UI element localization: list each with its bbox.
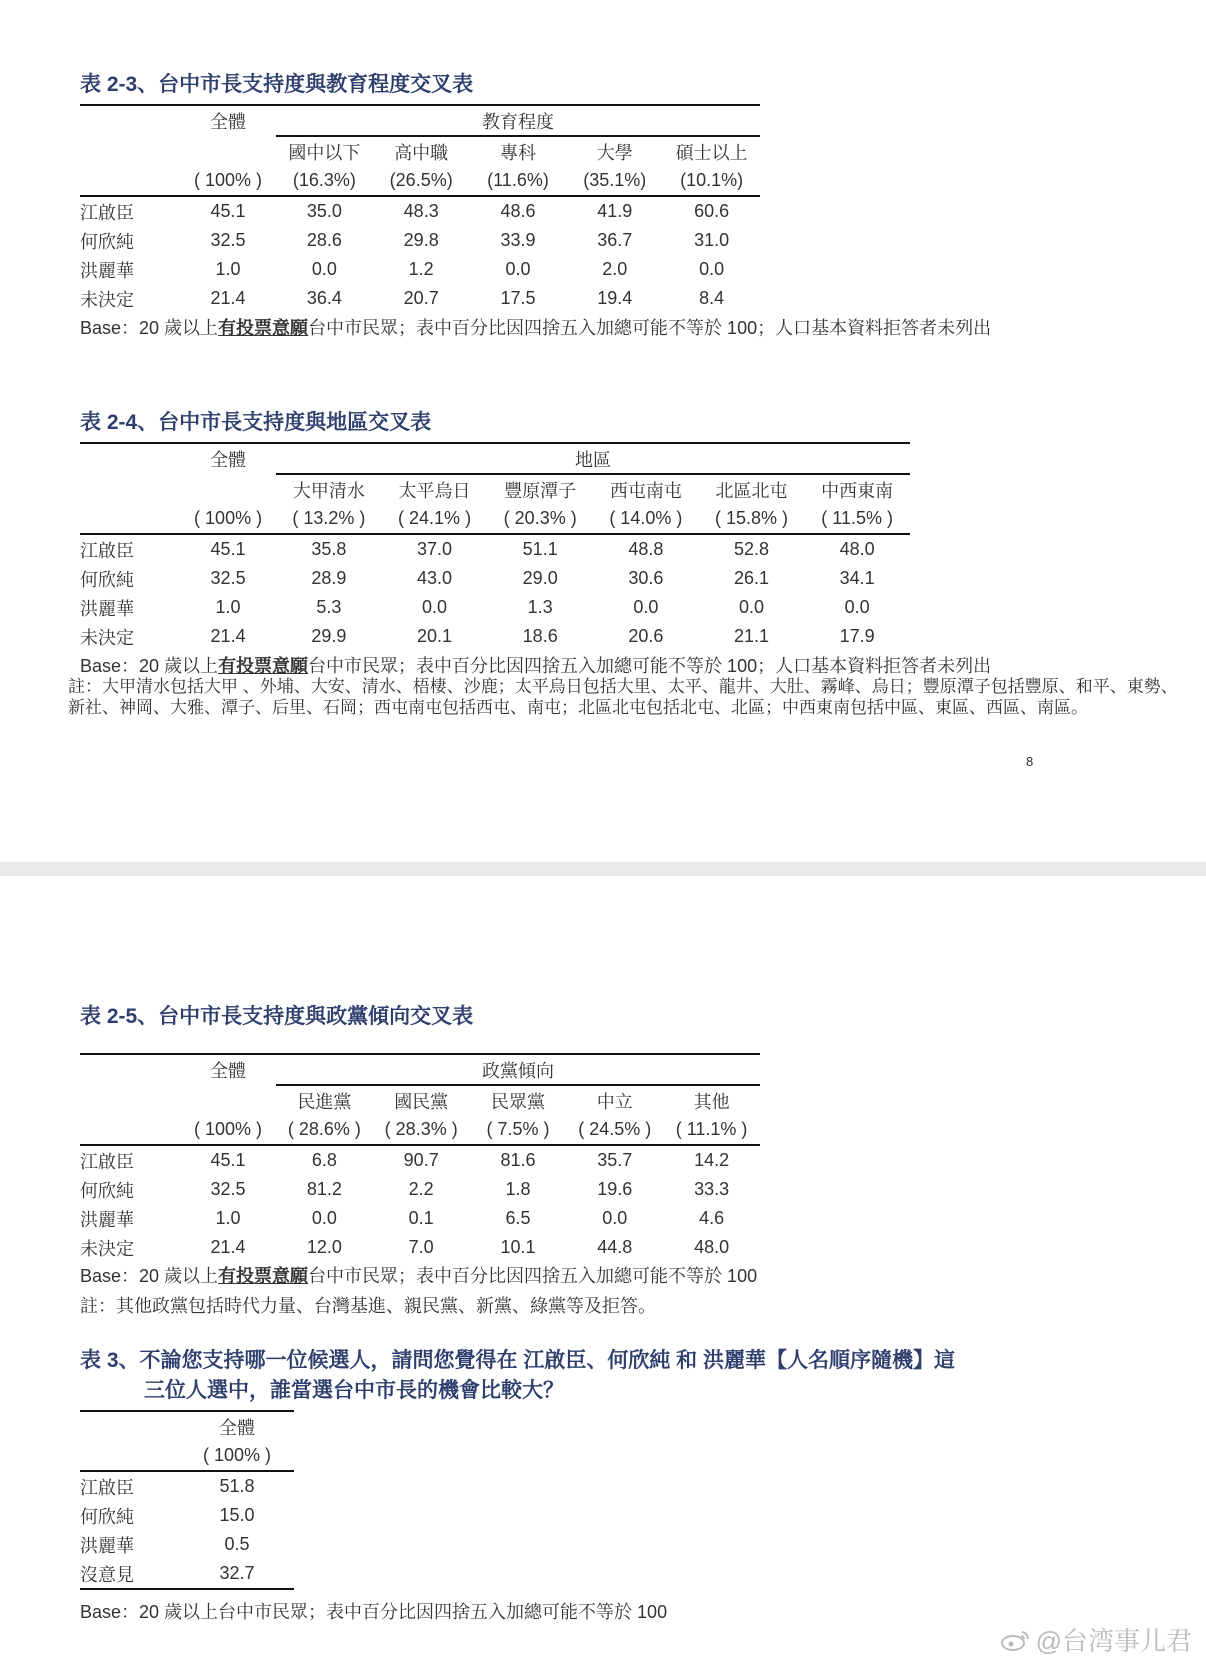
value-cell: 0.1 bbox=[408, 1208, 434, 1228]
base-emphasis: 有投票意願 bbox=[218, 656, 309, 676]
value-cell: 21.4 bbox=[210, 288, 246, 308]
header-row-pcts bbox=[80, 1441, 294, 1471]
table-row bbox=[80, 226, 760, 255]
column-header: 其他 bbox=[693, 1091, 730, 1112]
pct-cell: ( 24.5% ) bbox=[578, 1119, 652, 1139]
row-label: 洪麗華 bbox=[80, 260, 134, 281]
value-cell: 32.5 bbox=[210, 230, 246, 250]
value-cell: 1.8 bbox=[505, 1179, 531, 1199]
column-header: 太平烏日 bbox=[398, 480, 471, 501]
table-row bbox=[80, 1501, 294, 1530]
table-3-title-line-2: 三位人選中，誰當選台中市長的機會比較大？ bbox=[144, 1379, 564, 1402]
table-3 bbox=[80, 1410, 294, 1590]
value-cell: 14.2 bbox=[694, 1150, 730, 1170]
value-cell: 52.8 bbox=[733, 539, 769, 559]
row-label: 江啟臣 bbox=[80, 1151, 134, 1172]
header-row-columns bbox=[80, 1085, 760, 1115]
value-cell: 29.8 bbox=[403, 230, 439, 250]
value-cell: 28.9 bbox=[311, 568, 347, 588]
base-prefix: Base：20 歲以上 bbox=[80, 318, 219, 338]
row-label: 未決定 bbox=[80, 289, 134, 310]
base-prefix: Base：20 歲以上 bbox=[80, 656, 219, 676]
header-row-columns bbox=[80, 136, 760, 166]
value-cell: 0.0 bbox=[738, 597, 764, 617]
value-cell: 60.6 bbox=[694, 201, 730, 221]
value-cell: 43.0 bbox=[417, 568, 453, 588]
value-cell: 48.6 bbox=[500, 201, 536, 221]
base-prefix: Base：20 歲以上 bbox=[80, 1266, 219, 1286]
header-row-group bbox=[80, 105, 760, 136]
value-cell: 44.8 bbox=[597, 1237, 633, 1257]
value-cell: 48.3 bbox=[403, 201, 439, 221]
value-cell: 1.0 bbox=[215, 1208, 241, 1228]
header-row-group bbox=[80, 1054, 760, 1085]
value-cell: 37.0 bbox=[417, 539, 453, 559]
value-cell: 33.3 bbox=[694, 1179, 730, 1199]
value-cell: 0.0 bbox=[422, 597, 448, 617]
value-cell: 32.5 bbox=[210, 568, 246, 588]
value-cell: 1.3 bbox=[527, 597, 553, 617]
value-cell: 17.9 bbox=[839, 626, 875, 646]
value-cell: 0.0 bbox=[633, 597, 659, 617]
column-header: 民眾黨 bbox=[490, 1091, 545, 1112]
value-cell: 45.1 bbox=[210, 539, 246, 559]
pct-cell: ( 100% ) bbox=[194, 508, 263, 528]
table-2-5-base-note bbox=[80, 1262, 757, 1288]
table-2-4 bbox=[80, 442, 910, 651]
group-header: 教育程度 bbox=[276, 105, 760, 136]
total-header: 全體 bbox=[219, 1417, 255, 1438]
column-header: 豐原潭子 bbox=[504, 480, 577, 501]
pct-cell: ( 20.3% ) bbox=[503, 508, 577, 528]
row-label: 江啟臣 bbox=[80, 540, 134, 561]
base-suffix: 台中市民眾；表中百分比因四捨五入加總可能不等於 100 bbox=[308, 1266, 758, 1286]
column-header: 民進黨 bbox=[297, 1091, 352, 1112]
pct-cell: ( 28.3% ) bbox=[384, 1119, 458, 1139]
row-label: 洪麗華 bbox=[80, 1209, 134, 1230]
base-suffix: 台中市民眾；表中百分比因四捨五入加總可能不等於 100；人口基本資料拒答者未列出 bbox=[308, 318, 992, 338]
value-cell: 6.5 bbox=[505, 1208, 531, 1228]
value-cell: 45.1 bbox=[210, 201, 246, 221]
pct-cell: ( 13.2% ) bbox=[292, 508, 366, 528]
table-row bbox=[80, 284, 760, 313]
value-cell: 35.7 bbox=[597, 1150, 633, 1170]
table-row bbox=[80, 1175, 760, 1204]
value-cell: 5.3 bbox=[316, 597, 342, 617]
pct-cell: ( 100% ) bbox=[202, 1445, 272, 1465]
column-header: 高中職 bbox=[394, 142, 449, 163]
pct-cell: ( 100% ) bbox=[193, 1119, 263, 1139]
pct-cell: (16.3%) bbox=[292, 170, 356, 190]
table-row bbox=[80, 534, 910, 564]
value-cell: 19.4 bbox=[597, 288, 633, 308]
row-label: 洪麗華 bbox=[80, 1535, 134, 1556]
table-2-5-footnote: 註：其他政黨包括時代力量、台灣基進、親民黨、新黨、綠黨等及拒答。 bbox=[80, 1296, 656, 1316]
row-label: 何欣純 bbox=[80, 1180, 134, 1201]
row-label: 何欣純 bbox=[80, 1506, 134, 1527]
value-cell: 12.0 bbox=[306, 1237, 342, 1257]
column-header: 國民黨 bbox=[394, 1091, 449, 1112]
table-3-title-line-1: 表 3、不論您支持哪一位候選人，請問您覺得在 江啟臣、何欣純 和 洪麗華【人名順序隨機】這 bbox=[80, 1349, 956, 1372]
value-cell: 18.6 bbox=[522, 626, 558, 646]
page-number: 8 bbox=[1026, 754, 1034, 769]
value-cell: 0.5 bbox=[224, 1534, 250, 1554]
table-2-4-footnote: 註：大甲清水包括大甲 、外埔、大安、清水、梧棲、沙鹿；太平烏日包括大里、太平、龍井、大肚、霧峰、烏日；豐原潭子包括豐原、和平、東勢、新社、神岡、大雅、潭子、后里、石岡；西屯南屯包括西屯、南屯；北區北屯包括北屯、北區；中西東南包括中區、東區、西區、南區。 bbox=[68, 677, 1178, 717]
value-cell: 31.0 bbox=[694, 230, 730, 250]
header-row-total bbox=[80, 1411, 294, 1441]
table-2-3-base-note bbox=[80, 314, 991, 340]
value-cell: 2.0 bbox=[602, 259, 628, 279]
value-cell: 33.9 bbox=[500, 230, 536, 250]
value-cell: 0.0 bbox=[505, 259, 531, 279]
value-cell: 20.7 bbox=[403, 288, 439, 308]
value-cell: 32.7 bbox=[219, 1563, 255, 1583]
table-2-5-title: 表 2-5、台中市長支持度與政黨傾向交叉表 bbox=[80, 1005, 474, 1028]
value-cell: 1.0 bbox=[215, 597, 241, 617]
total-header: 全體 bbox=[210, 450, 247, 470]
value-cell: 51.1 bbox=[522, 539, 558, 559]
table-3-base-note: Base：20 歲以上台中市民眾；表中百分比因四捨五入加總可能不等於 100 bbox=[80, 1602, 668, 1622]
header-row-columns bbox=[80, 474, 910, 504]
header-row-group bbox=[80, 443, 910, 474]
value-cell: 48.8 bbox=[628, 539, 664, 559]
value-cell: 7.0 bbox=[408, 1237, 434, 1257]
pct-cell: (26.5%) bbox=[389, 170, 453, 190]
table-row bbox=[80, 1471, 294, 1501]
value-cell: 90.7 bbox=[403, 1150, 439, 1170]
row-label: 江啟臣 bbox=[80, 1477, 134, 1498]
pct-cell: (10.1%) bbox=[680, 170, 744, 190]
table-row bbox=[80, 1233, 760, 1262]
table-row bbox=[80, 196, 760, 226]
value-cell: 19.6 bbox=[597, 1179, 633, 1199]
pct-cell: (35.1%) bbox=[583, 170, 647, 190]
pct-cell: ( 7.5% ) bbox=[486, 1119, 550, 1139]
pct-cell: ( 24.1% ) bbox=[398, 508, 472, 528]
table-2-3 bbox=[80, 104, 760, 313]
row-label: 江啟臣 bbox=[80, 202, 134, 223]
value-cell: 15.0 bbox=[219, 1505, 255, 1525]
row-label: 未決定 bbox=[80, 1238, 134, 1259]
pct-cell: ( 100% ) bbox=[193, 170, 263, 190]
value-cell: 0.0 bbox=[844, 597, 870, 617]
table-row bbox=[80, 593, 910, 622]
value-cell: 30.6 bbox=[628, 568, 664, 588]
value-cell: 29.9 bbox=[311, 626, 347, 646]
base-emphasis: 有投票意願 bbox=[218, 1266, 309, 1286]
total-header: 全體 bbox=[210, 112, 246, 132]
pct-cell: ( 11.1% ) bbox=[675, 1119, 748, 1139]
value-cell: 35.0 bbox=[306, 201, 342, 221]
row-label: 沒意見 bbox=[80, 1564, 134, 1585]
column-header: 大學 bbox=[596, 142, 633, 163]
pct-cell: ( 15.8% ) bbox=[714, 508, 788, 528]
group-header: 地區 bbox=[276, 443, 910, 474]
pct-cell: (11.6%) bbox=[487, 170, 549, 190]
value-cell: 21.1 bbox=[733, 626, 769, 646]
column-header: 專科 bbox=[499, 142, 536, 163]
pct-cell: ( 28.6% ) bbox=[287, 1119, 361, 1139]
base-emphasis: 有投票意願 bbox=[218, 318, 309, 338]
table-row bbox=[80, 255, 760, 284]
table-row bbox=[80, 1145, 760, 1175]
table-row bbox=[80, 1204, 760, 1233]
weibo-logo-icon bbox=[1000, 1629, 1030, 1651]
value-cell: 36.7 bbox=[597, 230, 633, 250]
column-header: 碩士以上 bbox=[675, 142, 748, 163]
header-row-pcts bbox=[80, 166, 760, 196]
value-cell: 41.9 bbox=[597, 201, 633, 221]
value-cell: 0.0 bbox=[311, 1208, 337, 1228]
row-label: 洪麗華 bbox=[80, 598, 134, 619]
value-cell: 20.6 bbox=[628, 626, 664, 646]
value-cell: 51.8 bbox=[219, 1476, 255, 1496]
value-cell: 17.5 bbox=[500, 288, 536, 308]
table-2-3-title: 表 2-3、台中市長支持度與教育程度交叉表 bbox=[80, 73, 474, 96]
value-cell: 0.0 bbox=[311, 259, 337, 279]
value-cell: 29.0 bbox=[522, 568, 558, 588]
value-cell: 8.4 bbox=[699, 288, 725, 308]
pct-cell: ( 11.5% ) bbox=[821, 508, 893, 528]
row-label: 未決定 bbox=[80, 627, 134, 648]
table-2-4-title: 表 2-4、台中市長支持度與地區交叉表 bbox=[80, 411, 432, 434]
value-cell: 81.6 bbox=[500, 1150, 536, 1170]
total-header: 全體 bbox=[210, 1061, 246, 1081]
header-row-pcts bbox=[80, 1115, 760, 1145]
value-cell: 35.8 bbox=[311, 539, 347, 559]
value-cell: 21.4 bbox=[210, 1237, 246, 1257]
column-header: 大甲清水 bbox=[292, 480, 365, 501]
pct-cell: ( 14.0% ) bbox=[609, 508, 683, 528]
value-cell: 34.1 bbox=[839, 568, 875, 588]
header-row-pcts bbox=[80, 504, 910, 534]
group-header: 政黨傾向 bbox=[276, 1054, 760, 1085]
value-cell: 0.0 bbox=[602, 1208, 628, 1228]
value-cell: 48.0 bbox=[694, 1237, 730, 1257]
report-page-2 bbox=[0, 876, 1206, 1670]
value-cell: 26.1 bbox=[733, 568, 769, 588]
table-row bbox=[80, 1559, 294, 1589]
value-cell: 6.8 bbox=[311, 1150, 337, 1170]
value-cell: 10.1 bbox=[500, 1237, 536, 1257]
value-cell: 36.4 bbox=[306, 288, 342, 308]
row-label: 何欣純 bbox=[80, 231, 134, 252]
table-row bbox=[80, 1530, 294, 1559]
column-header: 北區北屯 bbox=[715, 480, 788, 501]
value-cell: 21.4 bbox=[210, 626, 246, 646]
value-cell: 81.2 bbox=[306, 1179, 342, 1199]
value-cell: 32.5 bbox=[210, 1179, 246, 1199]
value-cell: 1.0 bbox=[215, 259, 241, 279]
watermark bbox=[1000, 1621, 1192, 1658]
table-2-4-base-note bbox=[80, 652, 991, 678]
table-2-5 bbox=[80, 1053, 760, 1262]
table-row bbox=[80, 564, 910, 593]
column-header: 國中以下 bbox=[288, 142, 361, 163]
row-label: 何欣純 bbox=[80, 569, 134, 590]
value-cell: 45.1 bbox=[210, 1150, 246, 1170]
column-header: 中西東南 bbox=[821, 480, 894, 501]
value-cell: 28.6 bbox=[306, 230, 342, 250]
base-suffix: 台中市民眾；表中百分比因四捨五入加總可能不等於 100；人口基本資料拒答者未列出 bbox=[308, 656, 992, 676]
table-row bbox=[80, 622, 910, 651]
value-cell: 1.2 bbox=[408, 259, 434, 279]
value-cell: 4.6 bbox=[699, 1208, 725, 1228]
value-cell: 0.0 bbox=[699, 259, 725, 279]
column-header: 西屯南屯 bbox=[609, 480, 682, 501]
value-cell: 20.1 bbox=[417, 626, 453, 646]
value-cell: 2.2 bbox=[408, 1179, 434, 1199]
column-header: 中立 bbox=[596, 1091, 633, 1112]
watermark-text: @台湾事儿君 bbox=[1035, 1626, 1192, 1656]
value-cell: 48.0 bbox=[839, 539, 875, 559]
